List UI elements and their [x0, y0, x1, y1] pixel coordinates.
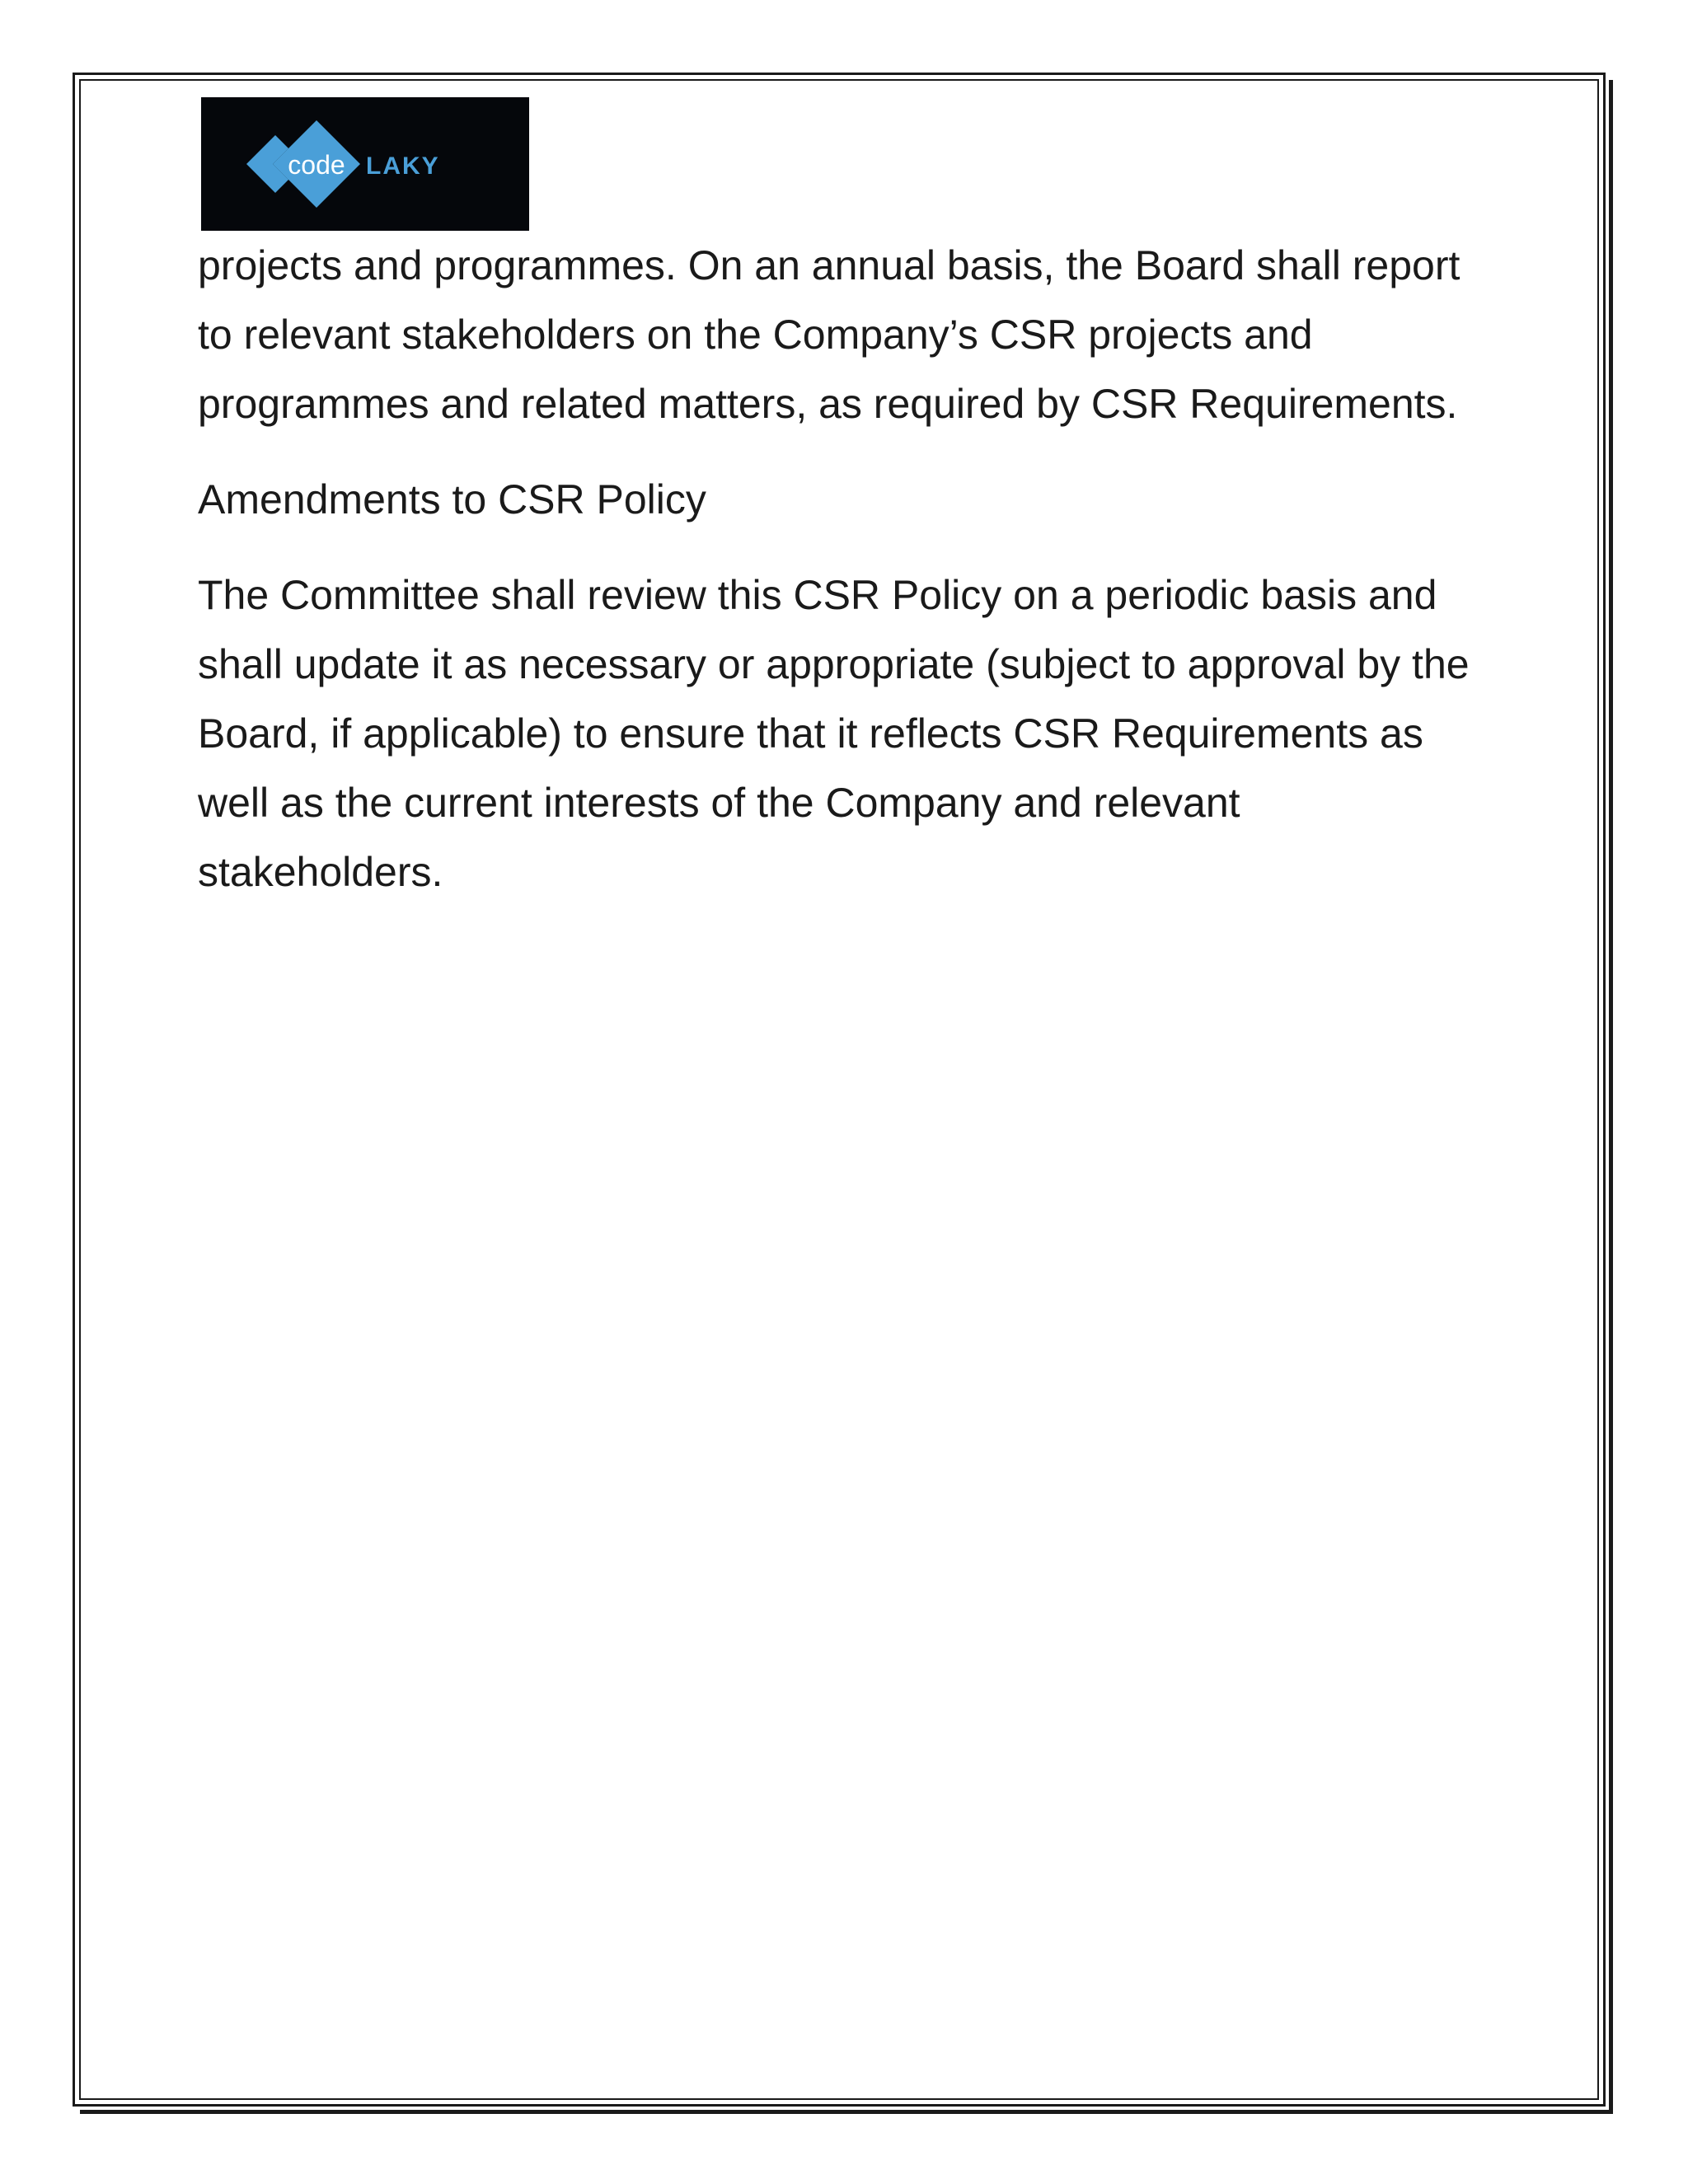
document-body [198, 231, 1484, 907]
paragraph-policy-review: The Committee shall review this CSR Policy on a periodic basis and shall update it as necessary or appropriate (subject to approval by the Board, if applicable) to ensure that it reflects CSR Requirements as well as the current interests of the Company and relevant stakeholders. [198, 572, 1470, 895]
logo-text-laky: LAKY [366, 152, 440, 180]
chevron-diamond-logo-icon [201, 97, 529, 231]
company-logo [201, 97, 529, 231]
logo-text-code: code [288, 150, 345, 180]
paragraph-board-reporting: projects and programmes. On an annual basis, the Board shall report to relevant stakeholders on the Company’s CSR projects and programmes and related matters, as required by CSR Requirements. [198, 242, 1461, 427]
section-heading: Amendments to CSR Policy [198, 476, 706, 523]
